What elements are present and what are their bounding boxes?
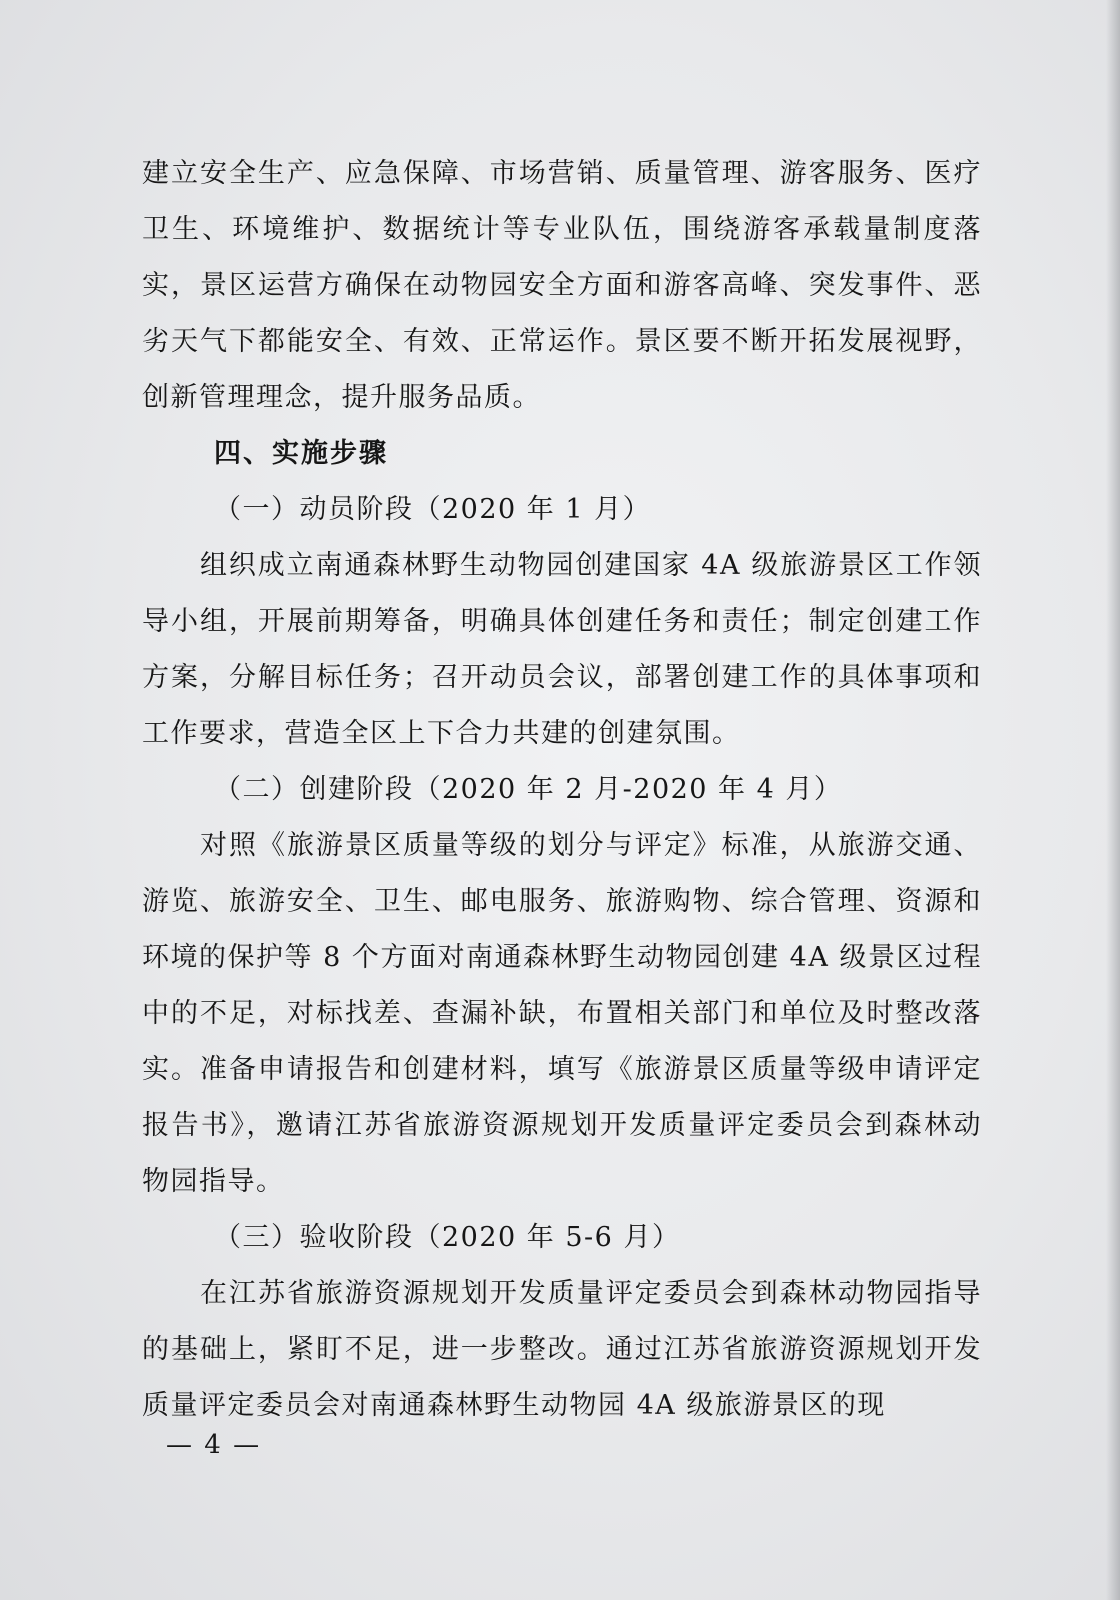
paragraph-continued: 建立安全生产、应急保障、市场营销、质量管理、游客服务、医疗卫生、环境维护、数据统计等专业队伍，围绕游客承载量制度落实，景区运营方确保在动物园安全方面和游客高峰、突发事件、恶劣天气下都能安全、有效、正常运作。景区要不断开拓发展视野，创新管理理念，提升服务品质。 (142, 158, 982, 413)
paragraph-acceptance-stage: 在江苏省旅游资源规划开发质量评定委员会到森林动物园指导的基础上，紧盯不足，进一步整改。通过江苏省旅游资源规划开发质量评定委员会对南通森林野生动物园 4A 级旅游景区的现 (142, 1278, 982, 1421)
paragraph-creation-stage: 对照《旅游景区质量等级的划分与评定》标准，从旅游交通、游览、旅游安全、卫生、邮电服务、旅游购物、综合管理、资源和环境的保护等 8 个方面对南通森林野生动物园创建 4A 级景区过程中的不足，对标找差、查漏补缺，布置相关部门和单位及时整改落实。准备申请报告和创建材料，填写《旅游景区质量等级申请评定报告书》，邀请江苏省旅游资源规划开发质量评定委员会到森林动物园指导。 (142, 830, 982, 1197)
section-heading-implementation-steps: 四、实施步骤 (214, 438, 388, 469)
page-number: — 4 — (166, 1430, 262, 1460)
page-edge-shadow (1106, 0, 1120, 1600)
document-body (142, 146, 982, 1434)
paragraph-mobilization-stage: 组织成立南通森林野生动物园创建国家 4A 级旅游景区工作领导小组，开展前期筹备，明确具体创建任务和责任；制定创建工作方案，分解目标任务；召开动员会议，部署创建工作的具体事项和工作要求，营造全区上下合力共建的创建氛围。 (142, 550, 982, 749)
subheading-creation-stage: （二）创建阶段（2020 年 2 月-2020 年 4 月） (214, 774, 843, 805)
subheading-acceptance-stage: （三）验收阶段（2020 年 5-6 月） (214, 1222, 681, 1253)
subheading-mobilization-stage: （一）动员阶段（2020 年 1 月） (214, 494, 652, 525)
